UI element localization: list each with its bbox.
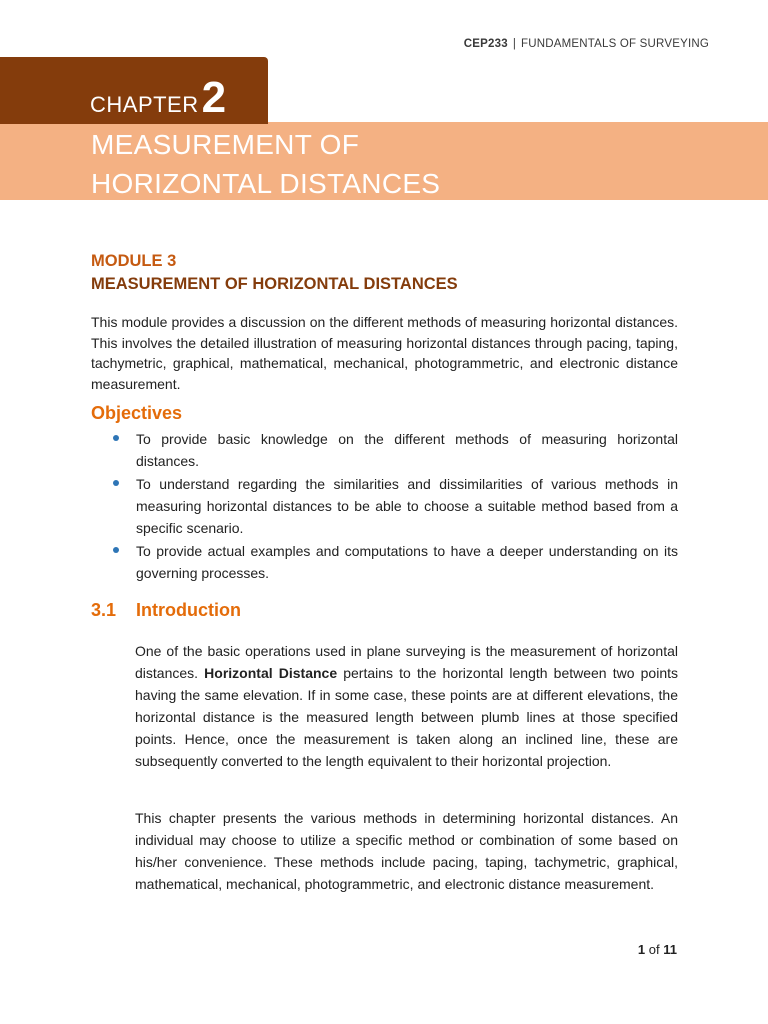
introduction-paragraph-2: This chapter presents the various methods in determining horizontal distances. An individual may choose to utilize a specific method or combination of some based on his/her convenience. These methods include pacing, taping, tachymetric, graphical, mathematical, mechanical, photogrammetric, and electronic distance measurement. — [135, 810, 678, 892]
page-number — [638, 942, 677, 957]
objective-item — [112, 473, 678, 539]
page-current: 1 — [637, 942, 646, 957]
paragraph-text: One of the basic operations used in plane surveying is the measurement of horizontal distances. — [135, 643, 678, 681]
course-code: CEP233 — [463, 38, 508, 50]
objectives-list — [112, 428, 678, 585]
module-intro-paragraph: This module provides a discussion on the different methods of measuring horizontal distances. This involves the detailed illustration of measuring horizontal distances through pacing, taping, tachymetric, graphical, mathematical, mechanical, photogrammetric, and electronic distance measurement. — [91, 314, 678, 392]
bullet-icon — [113, 435, 119, 441]
running-header — [464, 38, 709, 50]
objectives-heading: Objectives — [91, 403, 183, 423]
chapter-label — [90, 73, 226, 123]
chapter-title-line-1: MEASUREMENT OF — [91, 129, 360, 160]
objective-item — [112, 540, 678, 584]
module-label: MODULE 3 — [91, 252, 177, 270]
objective-item — [112, 428, 678, 472]
module-title: MEASUREMENT OF HORIZONTAL DISTANCES — [91, 275, 458, 293]
bullet-icon — [113, 547, 119, 553]
chapter-title — [91, 125, 440, 203]
objective-text: To understand regarding the similarities and dissimilarities of various methods in measuring horizontal distances to be able to choose a suitable method based from a specific scenario. — [136, 476, 678, 536]
header-separator: | — [512, 38, 517, 50]
section-heading — [91, 600, 241, 621]
chapter-title-line-2: HORIZONTAL DISTANCES — [91, 168, 441, 199]
objective-text: To provide basic knowledge on the different methods of measuring horizontal distances. — [136, 431, 678, 469]
objective-text: To provide actual examples and computations to have a deeper understanding on its governing processes. — [136, 543, 678, 581]
defined-term: Horizontal Distance — [204, 665, 338, 681]
section-number: 3.1 — [91, 600, 117, 620]
course-title: FUNDAMENTALS OF SURVEYING — [521, 38, 709, 50]
page-total: 11 — [663, 942, 677, 957]
page-of: of — [648, 942, 660, 957]
chapter-number: 2 — [201, 73, 227, 122]
section-title: Introduction — [136, 600, 241, 620]
chapter-word: CHAPTER — [90, 92, 199, 117]
introduction-paragraph-1 — [135, 640, 678, 772]
paragraph-text: pertains to the horizontal length between two points having the same elevation. If in some case, these points are at different elevations, the horizontal distance is the measured length between plumb lines at those specified points. Hence, once the measurement is taken along an inclined line, these are subsequently converted to the length equivalent to their horizontal projection. — [135, 665, 678, 769]
bullet-icon — [113, 480, 119, 486]
